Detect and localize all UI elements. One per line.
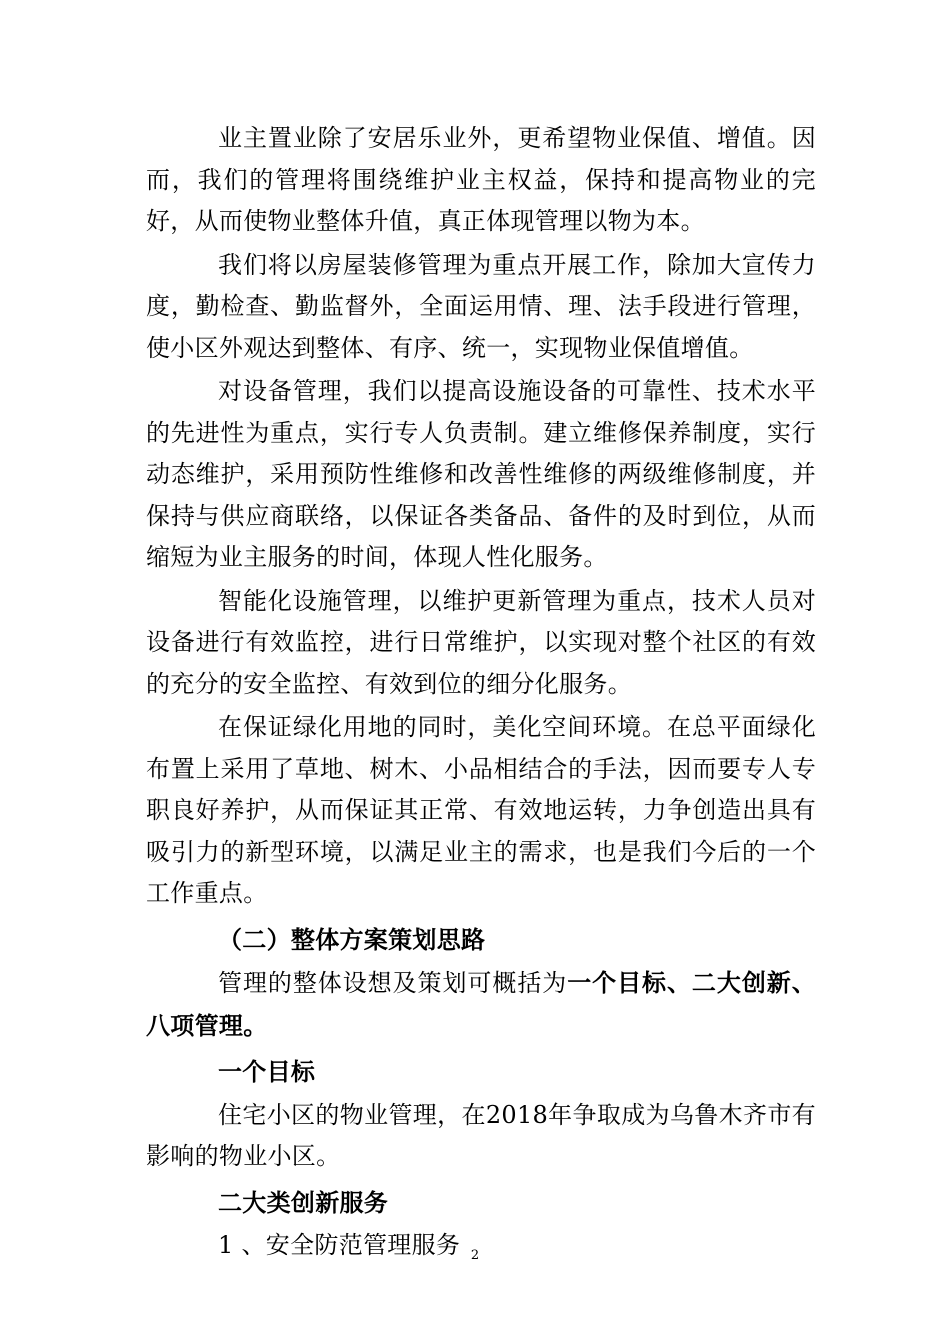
paragraph-equipment-management: 对设备管理，我们以提高设施设备的可靠性、技术水平的先进性为重点，实行专人负责制。建立维修保养制度，实行动态维护，采用预防性维修和改善性维修的两级维修制度，并保持与供应商联络，以保证各类备品、备件的及时到位，从而缩短为业主服务的时间，体现人性化服务。 — [146, 377, 816, 571]
document-body — [146, 118, 816, 1267]
page-number: 2 — [470, 1248, 480, 1263]
goal-heading: 一个目标 — [218, 1057, 316, 1086]
paragraph-greening: 在保证绿化用地的同时，美化空间环境。在总平面绿化布置上采用了草地、树木、小品相结合的手法，因而要专人专职良好养护，从而保证其正常、有效地运转，力争创造出具有吸引力的新型环境，以满足业主的需求，也是我们今后的一个工作重点。 — [146, 713, 816, 907]
paragraph-asset-value: 业主置业除了安居乐业外，更希望物业保值、增值。因而，我们的管理将围绕维护业主权益，保持和提高物业的完好，从而使物业整体升值，真正体现管理以物为本。 — [146, 124, 816, 235]
list-item-security: 1 、安全防范管理服务 — [218, 1231, 461, 1259]
summary-prefix: 管理的整体设想及策划可概括为 — [218, 969, 568, 997]
section-heading: （二）整体方案策划思路 — [218, 924, 486, 954]
goal-paragraph: 住宅小区的物业管理，在2018年争取成为乌鲁木齐市有影响的物业小区。 — [146, 1100, 816, 1170]
paragraph-smart-facilities: 智能化设施管理，以维护更新管理为重点，技术人员对设备进行有效监控，进行日常维护，以实现对整个社区的有效的充分的安全监控、有效到位的细分化服务。 — [146, 586, 816, 698]
innovation-heading: 二大类创新服务 — [218, 1187, 389, 1217]
paragraph-renovation-management: 我们将以房屋装修管理为重点开展工作，除加大宣传力度，勤检查、勤监督外，全面运用情、理、法手段进行管理，使小区外观达到整体、有序、统一，实现物业保值增值。 — [146, 250, 816, 362]
paragraph-summary — [146, 962, 816, 1047]
summary-highlight: 一个目标、二大创新、八项管理。 — [146, 968, 817, 1040]
